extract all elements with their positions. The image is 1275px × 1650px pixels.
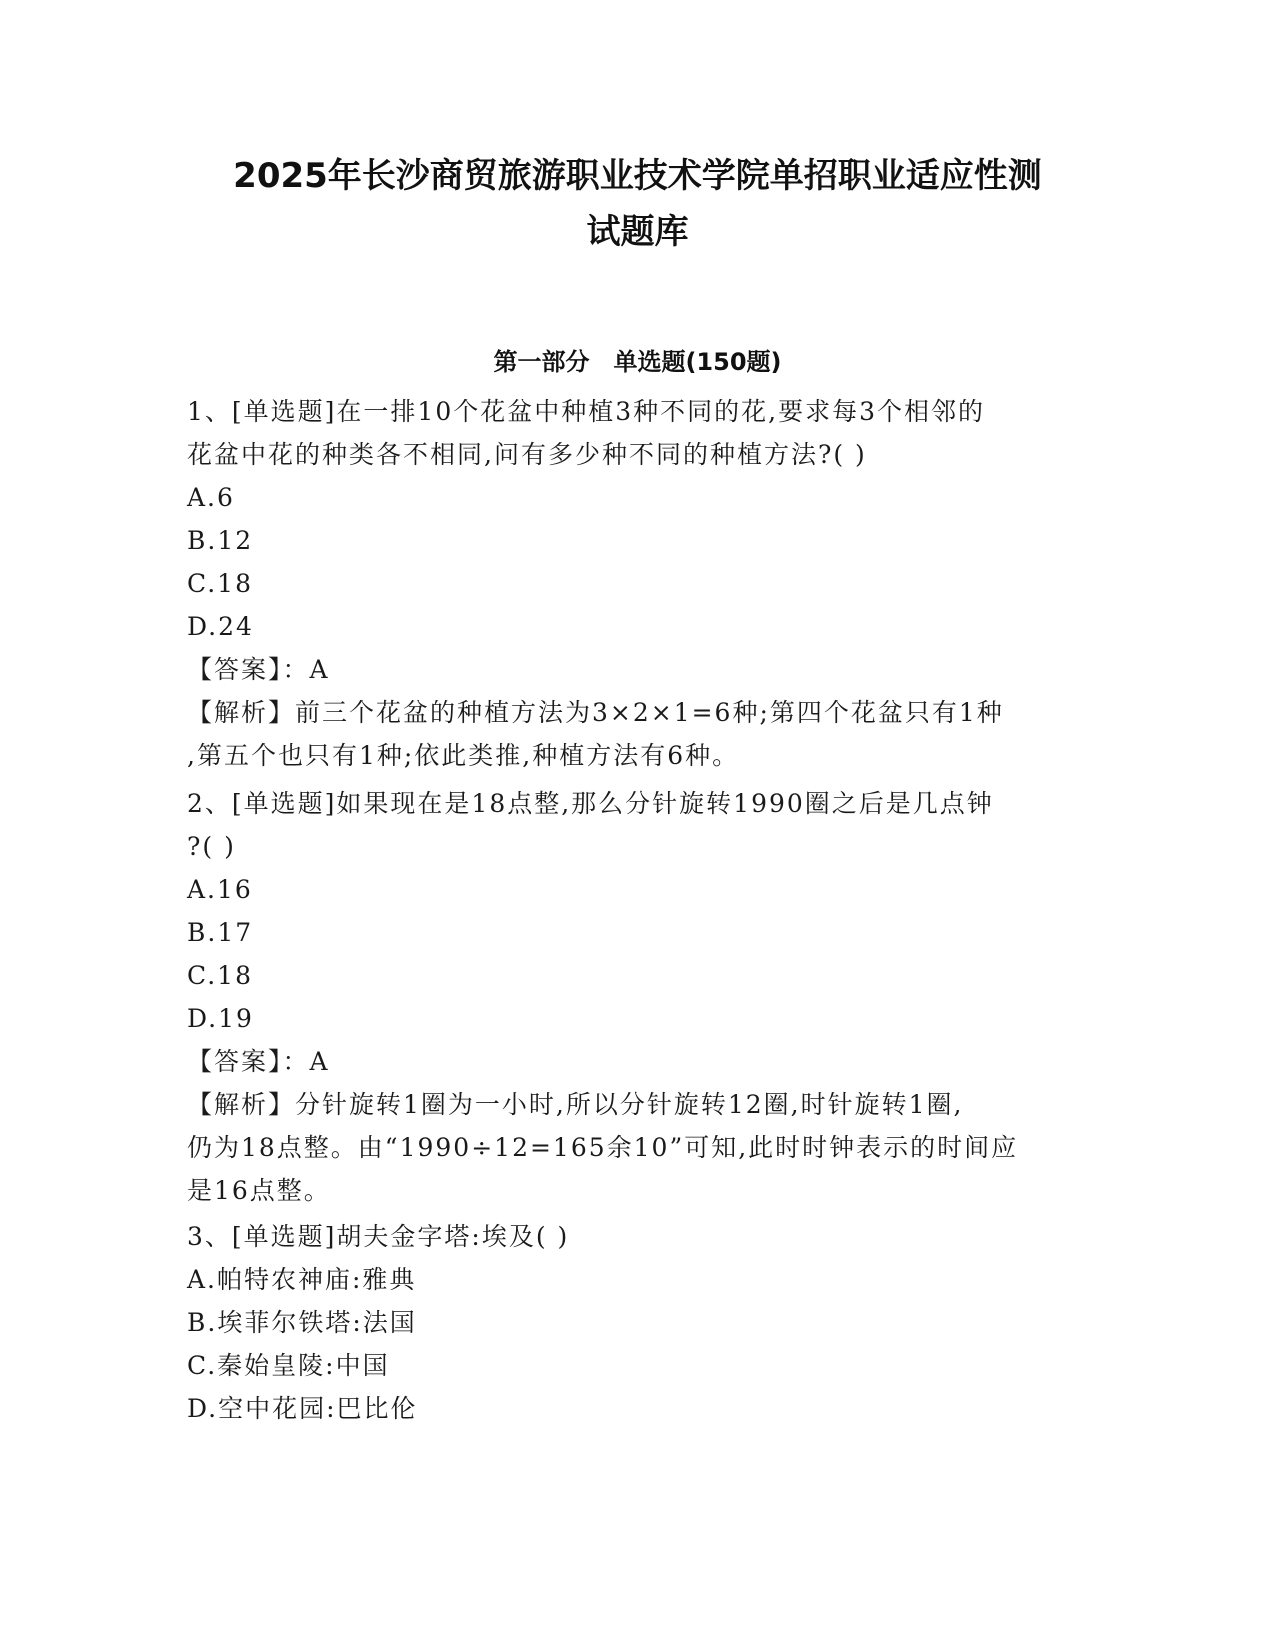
analysis-line: 是16点整。	[187, 1176, 331, 1205]
question-3	[187, 1215, 1087, 1430]
question-1	[187, 390, 1087, 777]
question-stem-line: ?( )	[187, 832, 236, 861]
option-a: A.6	[187, 483, 235, 512]
analysis-line: 仍为18点整。由“1990÷12=165余10”可知,此时时钟表示的时间应	[187, 1133, 1019, 1162]
question-2	[187, 782, 1087, 1212]
analysis-line: 【解析】分针旋转1圈为一小时,所以分针旋转12圈,时针旋转1圈,	[187, 1090, 964, 1119]
answer-line: 【答案】：A	[187, 655, 330, 684]
option-c: C.秦始皇陵:中国	[187, 1351, 390, 1380]
option-c: C.18	[187, 569, 253, 598]
question-stem-line: 3、[单选题]胡夫金字塔:埃及( )	[187, 1222, 570, 1251]
option-a: A.帕特农神庙:雅典	[187, 1265, 417, 1294]
option-b: B.埃菲尔铁塔:法国	[187, 1308, 417, 1337]
option-d: D.19	[187, 1004, 254, 1033]
option-c: C.18	[187, 961, 253, 990]
option-b: B.17	[187, 918, 254, 947]
question-stem-line: 2、[单选题]如果现在是18点整,那么分针旋转1990圈之后是几点钟	[187, 789, 994, 818]
question-stem-line: 1、[单选题]在一排10个花盆中种植3种不同的花,要求每3个相邻的	[187, 397, 985, 426]
option-a: A.16	[187, 875, 253, 904]
option-b: B.12	[187, 526, 254, 555]
document-title	[150, 148, 1125, 260]
option-d: D.空中花园:巴比伦	[187, 1394, 418, 1423]
analysis-line: ,第五个也只有1种;依此类推,种植方法有6种。	[187, 741, 740, 770]
document-title-line-1: 2025年长沙商贸旅游职业技术学院单招职业适应性测	[233, 156, 1042, 196]
option-d: D.24	[187, 612, 254, 641]
answer-line: 【答案】：A	[187, 1047, 330, 1076]
document-title-line-2: 试题库	[586, 212, 689, 252]
section-title: 第一部分 单选题(150题)	[493, 348, 782, 376]
question-stem-line: 花盆中花的种类各不相同,问有多少种不同的种植方法?( )	[187, 440, 867, 469]
analysis-line: 【解析】前三个花盆的种植方法为3×2×1=6种;第四个花盆只有1种	[187, 698, 1004, 727]
